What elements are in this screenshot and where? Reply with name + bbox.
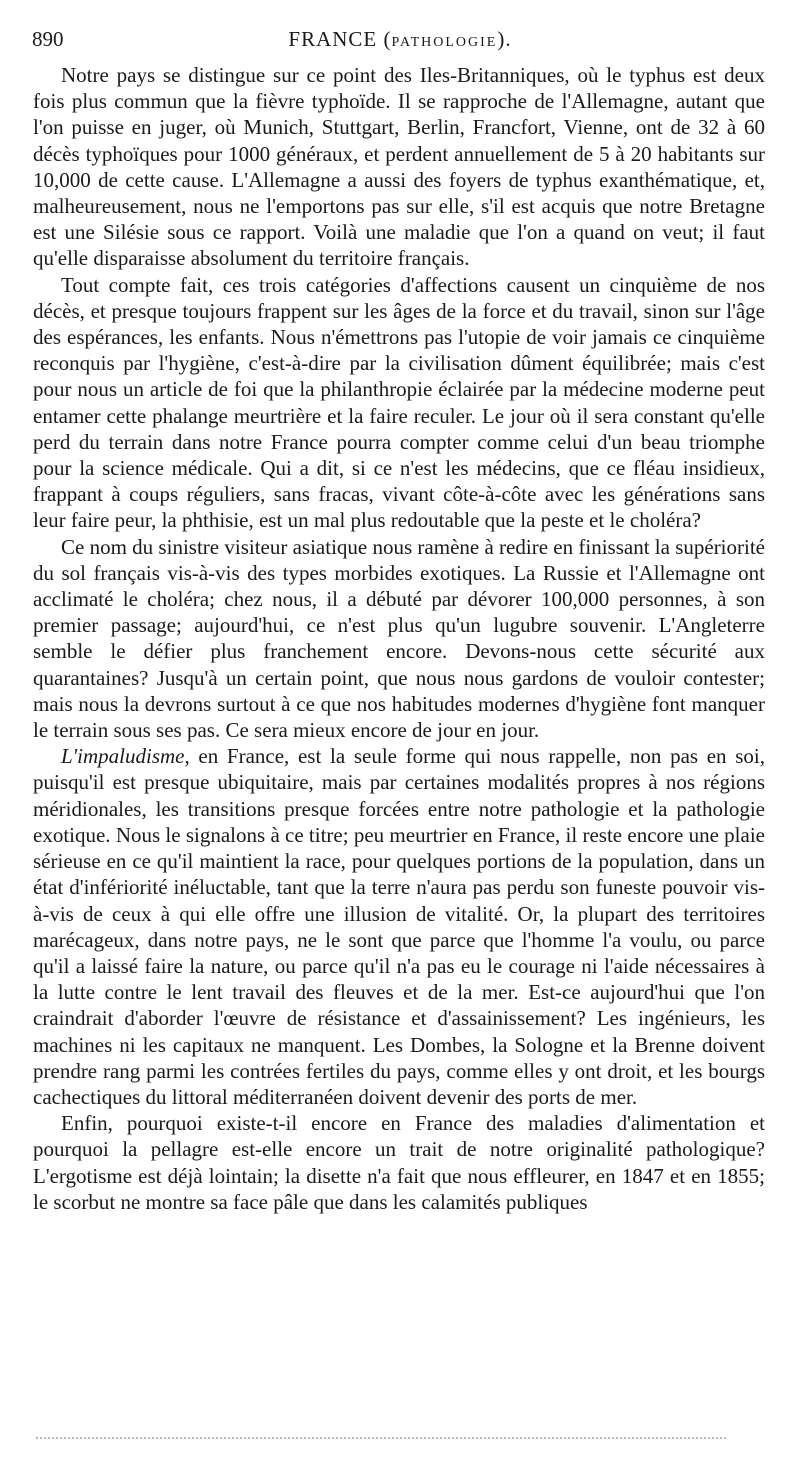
footer-divider: [36, 1437, 726, 1443]
running-title: [32, 24, 768, 58]
paragraph-impaludisme-text: , en France, est la seule forme qui nous rappelle, non pas en soi, puisqu'il est presque ubiquitaire, mais par certaines modalités propres à nos régions méridionales, les transitions presque forcées entre notre pathologie et la pathologie exotique. Nous le signalons à ce titre; peu meurtrier en France, il reste encore une plaie sérieuse en ce qu'il maintient la race, pour quelques portions de la population, dans un état d'infériorité inéluctable, tant que la terre n'aura pas perdu son funeste pouvoir vis-à-vis de ceux à qui elle offre une illusion de vitalité. Or, la plupart des territoires marécageux, dans notre pays, ne le sont que parce que l'homme l'a voulu, ou parce qu'il a laissé faire la nature, ou parce qu'il n'a pas eu le courage ni l'aide nécessaires à la lutte contre le lent travail des fleuves et de la mer. Est-ce aujourd'hui que l'on craindrait d'aborder l'œuvre de résistance et d'assainissement? Les ingénieurs, les machines ni les capitaux ne manquent. Les Dombes, la Sologne et la Brenne doivent prendre rang parmi les contrées fertiles du pays, comme elles y ont droit, et les bourgs cachectiques du littoral méditerranéen doivent devenir des ports de mer.: [33, 744, 765, 1109]
running-title-subtitle: PATHOLOGIE: [391, 35, 498, 50]
page-number: 890: [32, 27, 64, 51]
running-head: [32, 24, 768, 54]
paragraph-alimentation: Enfin, pourquoi existe-t-il encore en France des maladies d'alimentation et pourquoi la pellagre est-elle encore un trait de notre originalité pathologique? L'ergotisme est déjà lointain; la disette n'a fait que nous effleurer, en 1847 et en 1855; le scorbut ne montre sa face pâle que dans les calamités publiques: [33, 1111, 765, 1214]
running-title-main: FRANCE (: [288, 27, 392, 51]
running-title-end: ).: [497, 27, 512, 51]
paragraph-typhus: Notre pays se distingue sur ce point des Iles-Britanniques, où le typhus est deux fois plus commun que la fièvre typhoïde. Il se rapproche de l'Allemagne, autant que l'on puisse en juger, où Munich, Stuttgart, Berlin, Francfort, Vienne, ont de 32 à 60 décès typhoïques pour 1000 généraux, et perdent annuellement de 5 à 20 habitants sur 10,000 de cette cause. L'Allemagne a aussi des foyers de typhus exanthématique, et, malheureusement, nous ne l'emportons pas sur elle, s'il est acquis que notre Bretagne est une Silésie sous ce rapport. Voilà une maladie que l'on a quand on veut; il faut qu'elle disparaisse absolument du territoire français.: [33, 63, 765, 271]
italic-lead-term: L'impaludisme: [61, 744, 185, 769]
paragraph-cholera: Ce nom du sinistre visiteur asiatique nous ramène à redire en finissant la supériorité du sol français vis-à-vis des types morbides exotiques. La Russie et l'Allemagne ont acclimaté le choléra; chez nous, il a débuté par dévorer 100,000 personnes, à son premier passage; aujourd'hui, ce n'est plus qu'un lugubre souvenir. L'Angleterre semble le défier plus franchement encore. Devons-nous cette sécurité aux quarantaines? Jusqu'à un certain point, que nous nous gardons de vouloir contester; mais nous la devrons surtout à ce que nos habitudes modernes d'hygiène font manquer le terrain sous ses pas. Ce sera mieux encore de jour en jour.: [33, 534, 765, 743]
body-text: [33, 62, 765, 1215]
paragraph-impaludisme: [33, 743, 765, 1110]
paragraph-categories: Tout compte fait, ces trois catégories d'affections causent un cinquième de nos décès, et presque toujours frappent sur les âges de la force et du travail, sinon sur l'âge des espérances, les enfants. Nous n'émettrons pas l'utopie de voir jamais ce cinquième reconquis par l'hygiène, c'est-à-dire par la civilisation dûment équilibrée; mais c'est pour nous un article de foi que la philanthropie éclairée par la médecine moderne peut entamer cette phalange meurtrière et la faire reculer. Le jour où il sera constant qu'elle perd du terrain dans notre France pourra compter comme celui d'un beau triomphe pour la science médicale. Qui a dit, si ce n'est les médecins, que ce fléau insidieux, frappant à coups réguliers, sans fracas, vivant côte-à-côte avec les générations sans leur faire peur, la phthisie, est un mal plus redoutable que la peste et le choléra?: [33, 272, 765, 533]
